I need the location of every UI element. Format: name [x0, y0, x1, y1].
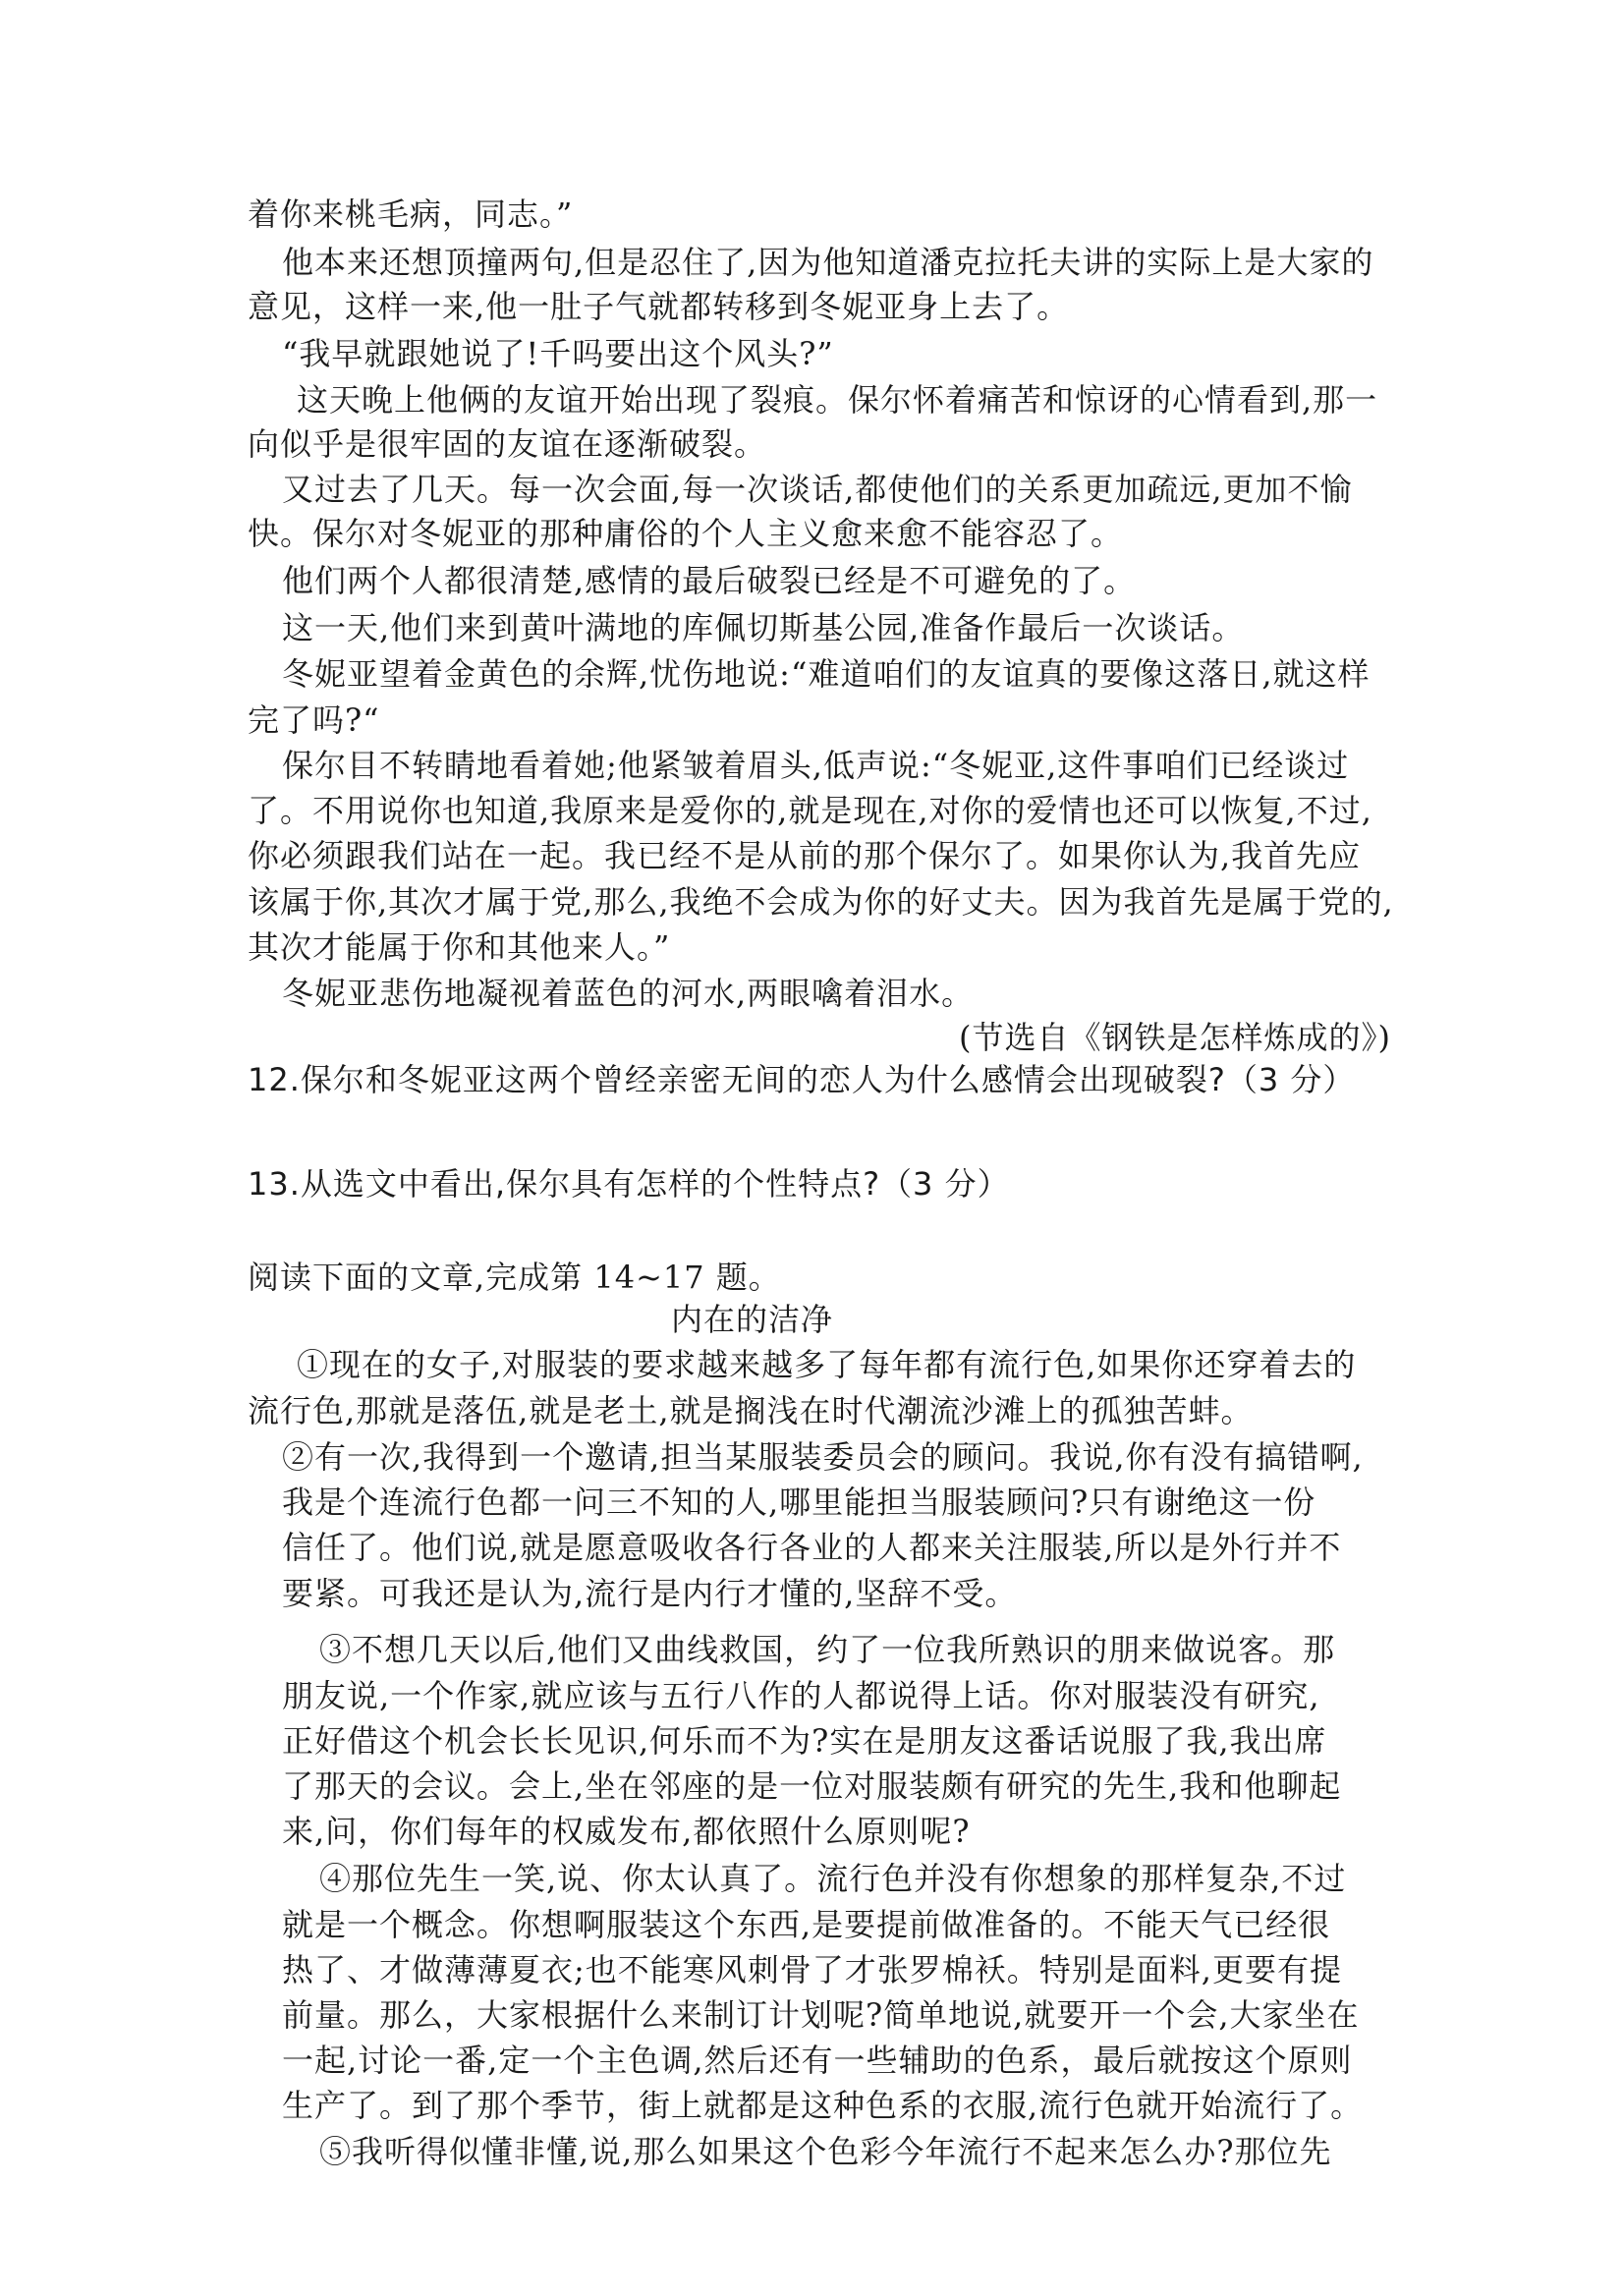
text-line: 意见，这样一来,他一肚子气就都转移到冬妮亚身上去了。 [248, 288, 1070, 325]
text-line: ①现在的女子,对服装的要求越来越多了每年都有流行色,如果你还穿着去的 [297, 1346, 1357, 1383]
text-line: 来,问，你们每年的权威发布,都依照什么原则呢? [282, 1813, 971, 1850]
text-line: 着你来桃毛病，同志。” [248, 196, 574, 233]
text-line: 又过去了几天。每一次会面,每一次谈话,都使他们的关系更加疏远,更加不愉 [282, 471, 1353, 508]
question-13: 13.从选文中看出,保尔具有怎样的个性特点?（3 分） [248, 1165, 1010, 1203]
text-line: 你必须跟我们站在一起。我已经不是从前的那个保尔了。如果你认为,我首先应 [248, 837, 1362, 874]
text-line: 热了、才做薄薄夏衣;也不能寒风刺骨了才张罗棉袄。特别是面料,更要有提 [282, 1951, 1342, 1988]
text-line: ③不想几天以后,他们又曲线救国，约了一位我所熟识的朋来做说客。那 [319, 1631, 1336, 1668]
text-line: 流行色,那就是落伍,就是老土,就是搁浅在时代潮流沙滩上的孤独苦蚌。 [248, 1392, 1254, 1429]
text-line: 就是一个概念。你想啊服装这个东西,是要提前做准备的。不能天气已经很 [282, 1906, 1331, 1943]
text-line: 了。不用说你也知道,我原来是爱你的,就是现在,对你的爱情也还可以恢复,不过, [248, 792, 1372, 829]
text-line: 保尔目不转睛地看着她;他紧皱着眉头,低声说:“冬妮亚,这件事咱们已经谈过 [282, 747, 1350, 784]
source-citation: (节选自《钢铁是怎样炼成的》) [959, 1019, 1391, 1056]
text-line: 信任了。他们说,就是愿意吸收各行各业的人都来关注服装,所以是外行并不 [282, 1529, 1342, 1566]
text-line: 朋友说,一个作家,就应该与五行八作的人都说得上话。你对服装没有研究, [282, 1677, 1320, 1714]
text-line: 其次才能属于你和其他来人。” [248, 928, 671, 966]
article-title: 内在的洁净 [671, 1301, 834, 1338]
text-line: 前量。那么，大家根据什么来制订计划呢?简单地说,就要开一个会,大家坐在 [282, 1996, 1360, 2034]
instruction: 阅读下面的文章,完成第 14~17 题。 [248, 1259, 781, 1296]
text-line: 这天晚上他俩的友谊开始出现了裂痕。保尔怀着痛苦和惊讶的心情看到,那一 [297, 381, 1378, 419]
text-line: 一起,讨论一番,定一个主色调,然后还有一些辅助的色系，最后就按这个原则 [282, 2042, 1353, 2079]
text-line: ④那位先生一笑,说、你太认真了。流行色并没有你想象的那样复杂,不过 [319, 1860, 1347, 1897]
text-line: 该属于你,其次才属于党,那么,我绝不会成为你的好丈夫。因为我首先是属于党的, [248, 883, 1394, 921]
text-line: 快。保尔对冬妮亚的那种庸俗的个人主义愈来愈不能容忍了。 [248, 515, 1124, 552]
text-line: 这一天,他们来到黄叶满地的库佩切斯基公园,准备作最后一次谈话。 [282, 609, 1245, 646]
text-line: “我早就跟她说了!千吗要出这个风头?” [282, 335, 834, 372]
text-line: ②有一次,我得到一个邀请,担当某服装委员会的顾问。我说,你有没有搞错啊, [282, 1438, 1364, 1476]
text-line: 完了吗?“ [248, 701, 380, 739]
text-line: 我是个连流行色都一问三不知的人,哪里能担当服装顾问?只有谢绝这一份 [282, 1484, 1316, 1521]
text-line: 冬妮亚望着金黄色的余辉,忧伤地说:“难道咱们的友谊真的要像这落日,就这样 [282, 655, 1371, 693]
text-line: 正好借这个机会长长见识,何乐而不为?实在是朋友这番话说服了我,我出席 [282, 1722, 1327, 1760]
text-line: ⑤我听得似懂非懂,说,那么如果这个色彩今年流行不起来怎么办?那位先 [319, 2133, 1332, 2170]
text-line: 他本来还想顶撞两句,但是忍住了,因为他知道潘克拉托夫讲的实际上是大家的 [282, 244, 1374, 281]
text-line: 生产了。到了那个季节，街上就都是这种色系的衣服,流行色就开始流行了。 [282, 2087, 1364, 2124]
text-line: 冬妮亚悲伤地凝视着蓝色的河水,两眼噙着泪水。 [282, 975, 975, 1012]
text-line: 他们两个人都很清楚,感情的最后破裂已经是不可避免的了。 [282, 562, 1137, 599]
text-line: 了那天的会议。会上,坐在邻座的是一位对服装颇有研究的先生,我和他聊起 [282, 1767, 1342, 1805]
text-line: 向似乎是很牢固的友谊在逐渐破裂。 [248, 425, 767, 463]
question-12: 12.保尔和冬妮亚这两个曾经亲密无间的恋人为什么感情会出现破裂?（3 分） [248, 1061, 1356, 1098]
text-line: 要紧。可我还是认为,流行是内行才懂的,坚辞不受。 [282, 1575, 1018, 1612]
